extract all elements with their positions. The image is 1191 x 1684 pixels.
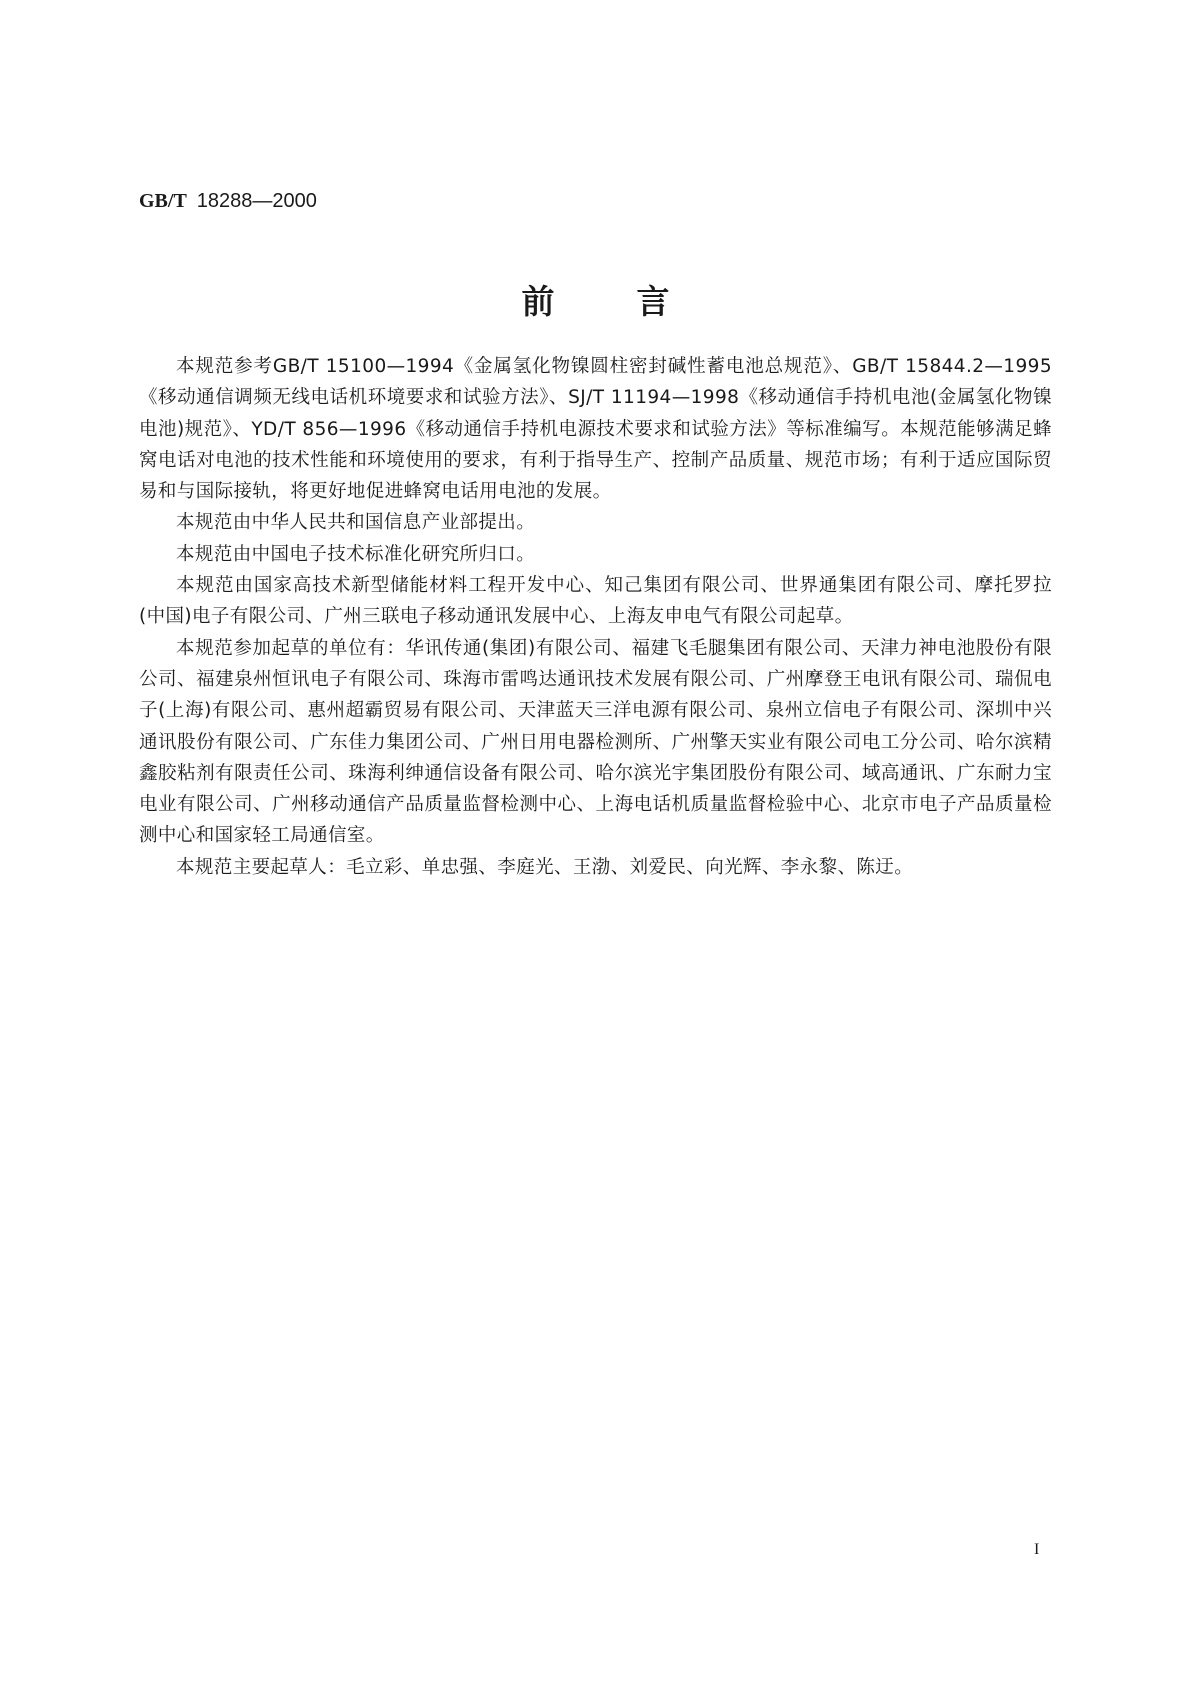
- paragraph-centralized-unit: 本规范由中国电子技术标准化研究所归口。: [176, 543, 536, 565]
- standard-number: 18288—2000: [196, 190, 317, 212]
- paragraph-proposer: 本规范由中华人民共和国信息产业部提出。: [176, 512, 536, 534]
- page-number: I: [1034, 1541, 1040, 1558]
- page-title: 前言: [521, 282, 752, 321]
- standard-code: [139, 188, 317, 213]
- paragraph-main-drafters: 本规范主要起草人：毛立彩、单忠强、李庭光、王渤、刘爱民、向光辉、李永黎、陈迂。: [176, 856, 914, 878]
- paragraph-reference-standards: 本规范参考GB/T 15100—1994《金属氢化物镍圆柱密封碱性蓄电池总规范》、GB/T 15844.2—1995《移动通信调频无线电话机环境要求和试验方法》、SJ/T 11194—1998《移动通信手持机电池(金属氢化物镍电池)规范》、YD/T 856—1996《移动通信手持机电源技术要求和试验方法》等标准编写。本规范能够满足蜂窝电话对电池的技术性能和环境使用的要求，有利于指导生产、控制产品质量、规范市场；有利于适应国际贸易和与国际接轨，将更好地促进蜂窝电话用电池的发展。: [139, 356, 1052, 503]
- paragraph-participating-units: 本规范参加起草的单位有：华讯传通(集团)有限公司、福建飞毛腿集团有限公司、天津力神电池股份有限公司、福建泉州恒讯电子有限公司、珠海市雷鸣达通讯技术发展有限公司、广州摩登王电讯有限公司、瑞侃电子(上海)有限公司、惠州超霸贸易有限公司、天津蓝天三洋电源有限公司、泉州立信电子有限公司、深圳中兴通讯股份有限公司、广东佳力集团公司、广州日用电器检测所、广州擎天实业有限公司电工分公司、哈尔滨精鑫胶粘剂有限责任公司、珠海利绅通信设备有限公司、哈尔滨光宇集团股份有限公司、域高通讯、广东耐力宝电业有限公司、广州移动通信产品质量监督检测中心、上海电话机质量监督检验中心、北京市电子产品质量检测中心和国家轻工局通信室。: [139, 637, 1052, 847]
- document-body: [139, 351, 1052, 883]
- paragraph-drafting-units: 本规范由国家高技术新型储能材料工程开发中心、知己集团有限公司、世界通集团有限公司、摩托罗拉(中国)电子有限公司、广州三联电子移动通讯发展中心、上海友申电气有限公司起草。: [139, 575, 1052, 628]
- standard-prefix: GB/T: [139, 190, 187, 212]
